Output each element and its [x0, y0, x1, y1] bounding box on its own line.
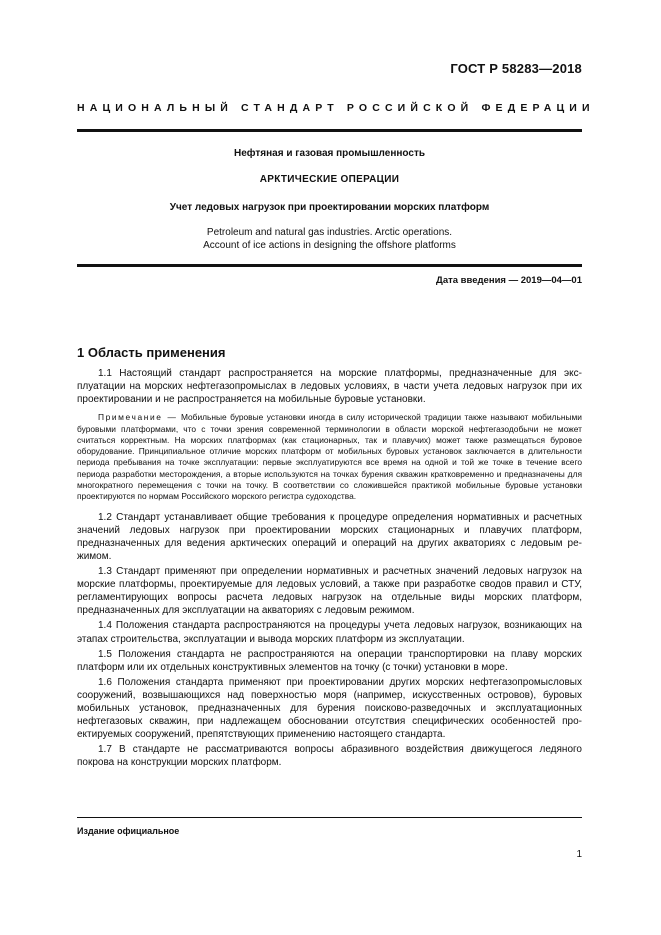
note-label: Примечание — [98, 412, 178, 423]
english-title-line-1: Petroleum and natural gas industries. Arctic operations. [206, 227, 453, 238]
bottom-rule [77, 264, 582, 267]
document-subtitle: Учет ледовых нагрузок при проектировании морских платформ [169, 202, 490, 213]
paragraph-1-2: 1.2 Стандарт устанавливает общие требования к процедуре определения нормативных и расчетных значений ледовых нагрузок при проектировании морских стационарных и плавучих платформ, предназначенных для ведения арктических операций и операций на других акваториях с ледовым режимом. [77, 511, 582, 562]
top-rule [77, 129, 582, 132]
paragraph-1-1: 1.1 Настоящий стандарт распространяется на морские платформы, предназначенные для эксплуатации на морских нефтегазопромыслах в ледовых условиях, в части учета ледовых нагрузок при их проектировании и не распространяется на мобильные буровые установки. [77, 368, 582, 406]
english-title-line-2: Account of ice actions in designing the offshore platforms [203, 240, 456, 251]
english-title [77, 226, 582, 252]
official-edition: Издание официальное [77, 826, 180, 836]
paragraph-1-5: 1.5 Положения стандарта не распространяются на операции транспортировки на плаву морских платформ или их отдельных конструктивных элементов на точку (с точки) установки в море. [77, 648, 582, 673]
industry-title: Нефтяная и газовая промышленность [234, 148, 425, 159]
section-heading: 1 Область применения [77, 345, 226, 360]
paragraph-1-7: 1.7 В стандарте не рассматриваются вопросы абразивного воздействия движущегося ледяного покрова на конструкции морских платформ. [77, 744, 582, 769]
paragraph-1-4: 1.4 Положения стандарта распространяются на процедуры учета ледовых нагрузок, возникающих на этапах строительства, эксплуатации и вывода морских платформ из эксплуатации. [77, 620, 582, 645]
national-standard-heading: НАЦИОНАЛЬНЫЙ СТАНДАРТ РОССИЙСКОЙ ФЕДЕРАЦИИ [77, 102, 595, 114]
document-title: АРКТИЧЕСКИЕ ОПЕРАЦИИ [259, 174, 400, 185]
section-body [77, 367, 582, 771]
introduction-date: Дата введения — 2019—04—01 [436, 275, 582, 286]
paragraph-1-3: 1.3 Стандарт применяют при определении нормативных и расчетных значений ледовых нагрузок на морские платформы, проектируемые для ледовых условий, а также при разработке сводов правил и СТУ, регламентирующих вопросы расчета ледовых нагрузок на отдельные виды морских платформ, предназначенных для эксплуатации на акваториях с ледовым режимом. [77, 566, 582, 617]
paragraph-1-6: 1.6 Положения стандарта применяют при проектировании других морских нефтегазопромысловых сооружений, возвышающихся над поверхностью моря (например, искусственных островов), буровых мобильных установок, предназначенных для бурения поисково-разведочных и эксплуатационных нефтегазовых скважин, при надлежащем обосновании отсутствия специфических особенностей проектируемых сооружений, препятствующих применению настоящего стандарта. [77, 676, 582, 741]
note [77, 412, 582, 502]
note-text: Мобильные буровые установки иногда в силу исторической традиции также называют мобильными буровыми платформами, что с точки зрения современной терминологии в области морской нефтегазодобычи не может считаться корректным. На морских платформах (как стационарных, так и плавучих) может также размещаться буровое оборудование. Принципиальное отличие морских платформ от мобильных буровых установок заключается в длительности периода пребывания на точке эксплуатации: первые эксплуатируются все время на одной и той же точке в течение всего периода разработки месторождения, а вторые используются на точках бурения скважин кратковременно и предназначены для многократного перемещения с точки на точку. В соответствии со сложившейся практикой мобильные буровые установки проектируются по нормам Российского морского регистра судоходства. [77, 412, 582, 502]
gost-code: ГОСТ Р 58283—2018 [450, 61, 582, 76]
footer-rule [77, 817, 582, 818]
page-number: 1 [576, 849, 582, 860]
